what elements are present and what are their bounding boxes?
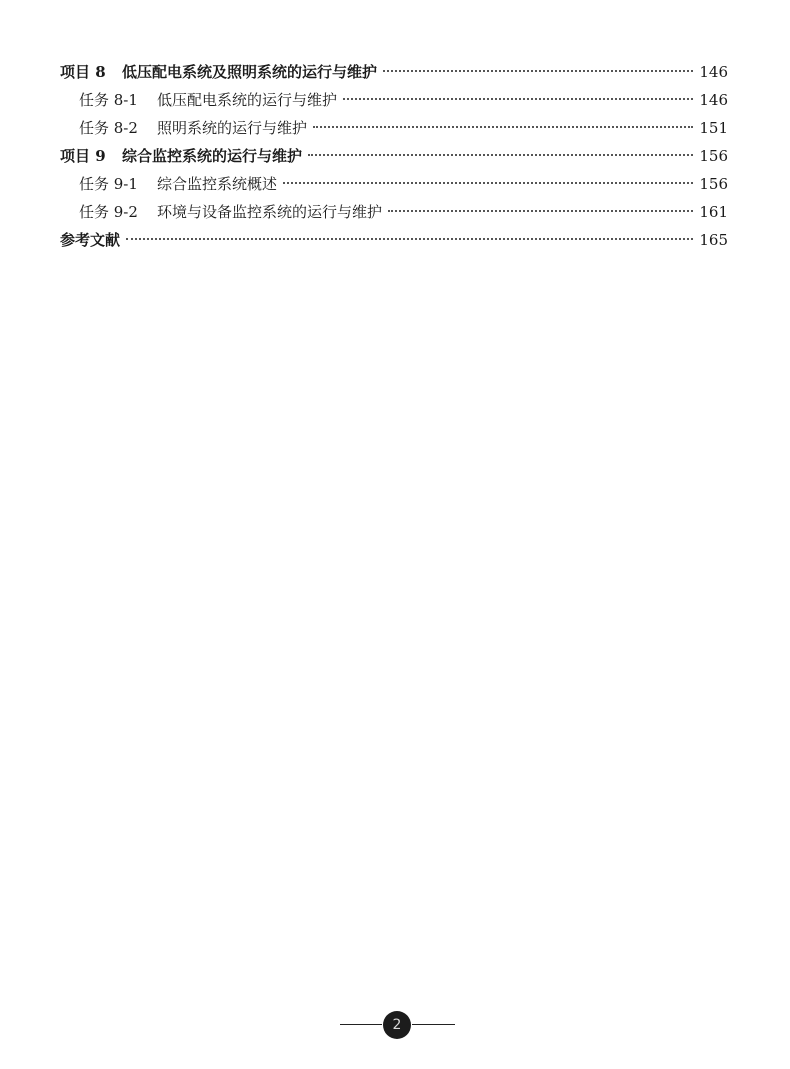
toc-entry-title: 综合监控系统的运行与维护: [122, 147, 303, 165]
page-number-badge: 2: [383, 1011, 411, 1039]
toc-entry-page: 151: [699, 119, 728, 137]
table-of-contents: [60, 58, 728, 254]
dot-leader: [313, 125, 693, 128]
toc-entry-title: 参考文献: [60, 231, 121, 249]
dot-leader: [383, 69, 693, 72]
page-footer: [340, 1011, 455, 1039]
dot-leader: [388, 209, 693, 212]
dot-leader: [283, 181, 693, 184]
toc-entry-page: 146: [699, 63, 728, 81]
toc-entry-task-8-2[interactable]: [60, 114, 728, 142]
toc-entry-page: 156: [699, 175, 728, 193]
toc-entry-title: 照明系统的运行与维护: [157, 119, 308, 137]
dot-leader: [126, 237, 693, 240]
toc-entry-page: 146: [699, 91, 728, 109]
toc-entry-title: 综合监控系统概述: [157, 175, 278, 193]
footer-rule-left: [340, 1024, 382, 1025]
toc-entry-number: 任务 8-1: [79, 91, 138, 109]
toc-entry-title: 低压配电系统及照明系统的运行与维护: [122, 63, 378, 81]
toc-entry-references[interactable]: [60, 226, 728, 254]
footer-rule-right: [412, 1024, 455, 1025]
dot-leader: [343, 97, 693, 100]
toc-entry-number: 项目 9: [60, 147, 106, 165]
toc-entry-task-9-2[interactable]: [60, 198, 728, 226]
toc-entry-project-9[interactable]: [60, 142, 728, 170]
toc-entry-number: 任务 8-2: [79, 119, 138, 137]
toc-entry-title: 低压配电系统的运行与维护: [157, 91, 338, 109]
toc-entry-number: 项目 8: [60, 63, 106, 81]
toc-entry-page: 161: [699, 203, 728, 221]
dot-leader: [308, 153, 693, 156]
toc-entry-project-8[interactable]: [60, 58, 728, 86]
toc-entry-page: 156: [699, 147, 728, 165]
toc-entry-task-8-1[interactable]: [60, 86, 728, 114]
toc-entry-number: 任务 9-1: [79, 175, 138, 193]
toc-entry-number: 任务 9-2: [79, 203, 138, 221]
toc-entry-title: 环境与设备监控系统的运行与维护: [157, 203, 383, 221]
toc-entry-task-9-1[interactable]: [60, 170, 728, 198]
toc-entry-page: 165: [699, 231, 728, 249]
